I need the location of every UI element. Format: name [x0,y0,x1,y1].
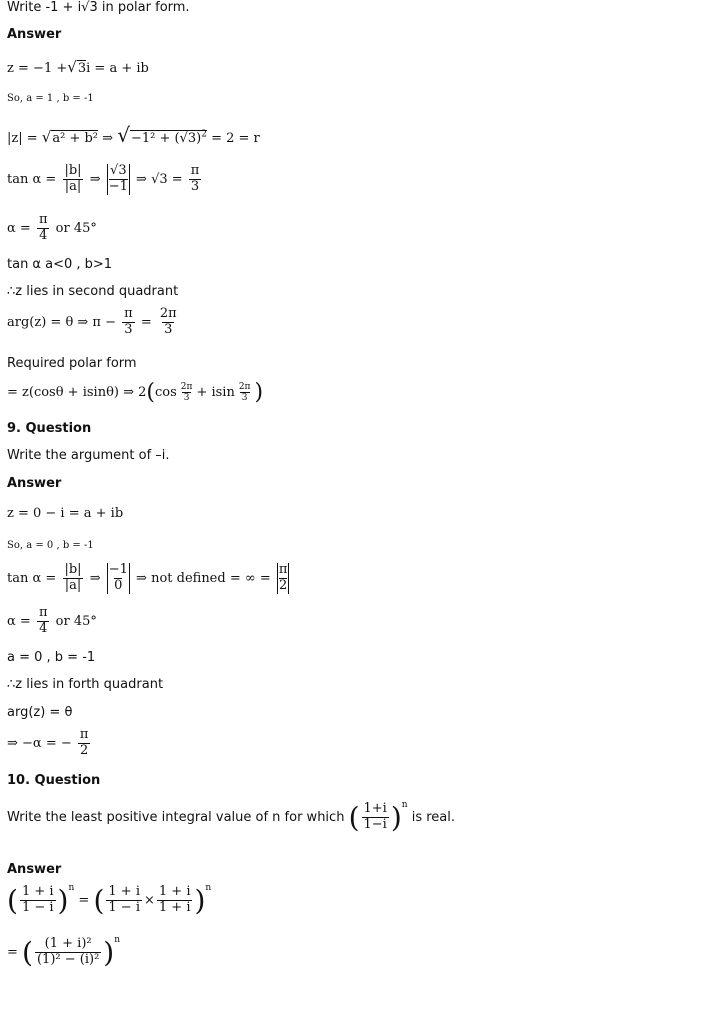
quadrant-text: ∴z lies in second quadrant [7,284,179,299]
equation-z: z = −1 +√3i = a + ib [7,58,149,76]
question-text: Write the argument of –i. [7,448,170,463]
equation-tan: tan α = $\frac{|b|}{|a|}$ ⇒ $\frac{√3}{-1}$ ⇒ √3 = $\frac{\pi}{3}$ [7,163,200,194]
tan-condition: tan α a<0 , b>1 [7,257,113,272]
so-line: So, a = 1 , b = -1 [7,93,94,104]
equation-simplify: = ( $\frac{\text{(1 + i)²}}{\text{(1)² − (i)²}}$ )$^n$ [7,935,121,969]
equation-final: ⇒ −α = − $\frac{\pi}{2}$ [7,727,89,758]
equation-z: z = 0 − i = a + ib [7,506,124,521]
required-text: Required polar form [7,356,137,371]
question-heading: 10. Question [7,773,101,788]
question-heading: 9. Question [7,421,92,436]
equation-tan: tan α = $\frac{|b|}{|a|}$ ⇒ $\frac{-1}{0}$ ⇒ not defined = ∞ = $\frac{\pi}{2}$ [7,562,288,593]
answer-label: Answer [7,27,62,42]
answer-label: Answer [7,862,62,877]
equation-alpha: α = $\frac{\pi}{4}$ or 45° [7,605,97,636]
equation-modulus: |z| = √a² + b² ⇒ $√-1^2 + (√3)^2 = 2 = r$ [7,123,260,147]
equation-alpha: α = $\frac{\pi}{4}$ or 45° [7,212,97,243]
question-text: Write the least positive integral value of n for which ( $\frac{1+i}{1-i}$ )$^n$ is real. [7,800,456,834]
equation-polar: = z(cosθ + isinθ) ⇒ 2(cos $\frac{2\pi}{3}$ + isin $\frac{2\pi}{3}$ ) [7,380,264,405]
quadrant-text: ∴z lies in forth quadrant [7,677,164,692]
arg-line: arg(z) = θ [7,705,73,720]
equation-arg: arg(z) = θ ⇒ π − $\frac{\pi}{3}$ = $\frac{2\pi}{3}$ [7,306,177,337]
equation-expand: ( $\frac{1 + i}{1 - i}$ )$^n$ = ( $\frac{1 + i}{1 - i}$ × $\frac{1 + i}{1 + i}$ )$^n$ [7,883,212,917]
so-line: So, a = 0 , b = -1 [7,540,94,551]
question-text: Write -1 + i√3 in polar form. [7,0,190,15]
ab-values: a = 0 , b = -1 [7,650,96,665]
answer-label: Answer [7,476,62,491]
